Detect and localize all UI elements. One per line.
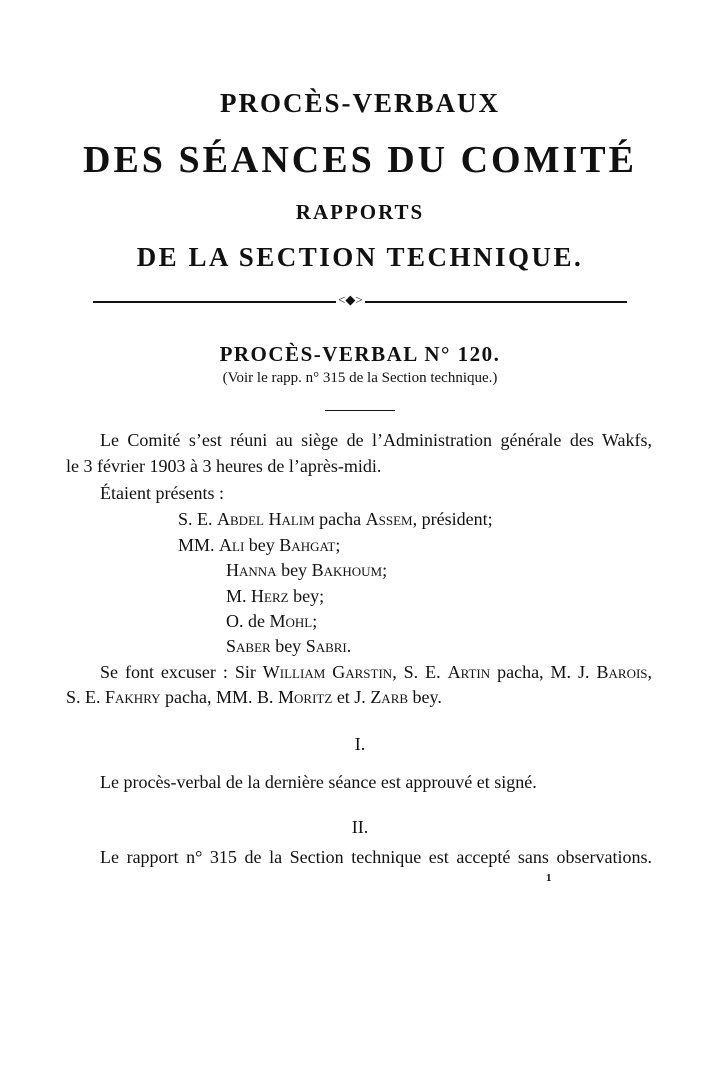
text-segment: Se font excuser : Sir [100,662,263,682]
person-name: Saber [226,636,271,656]
attendee-line [226,610,317,632]
text-segment: S. E. [66,687,106,707]
person-name: Artin [447,662,491,682]
text-segment: pacha, MM. B. [160,687,279,707]
text-segment: , président; [412,509,493,529]
attendee-line [226,559,387,581]
text-segment: ; [382,560,388,580]
text-segment: , S. E. [392,662,448,682]
text-segment: Étaient présents : [100,483,224,503]
person-name: Barois [596,662,648,682]
text-segment: O. de [226,611,270,631]
person-name: Ali [219,535,245,555]
paragraph-line [100,661,652,683]
text-segment: II. [351,817,369,837]
text-segment: I. [354,734,366,754]
person-name: Bakhoum [311,560,383,580]
title-seances-du-comite: DES SÉANCES DU COMITÉ [83,139,637,181]
text-segment: bey [270,636,306,656]
text-segment: bey. [408,687,442,707]
person-name: Sabri [305,636,347,656]
person-name: Assem [365,509,413,529]
paragraph-line [100,846,652,868]
ornament-icon: <◆> [338,292,363,307]
text-segment: M. [226,586,252,606]
text-segment: Le procès-verbal de la dernière séance est approuvé et signé. [100,772,537,792]
title-proces-verbaux: PROCÈS-VERBAUX [219,88,501,118]
text-segment: , [647,662,653,682]
text-segment: bey; [288,586,325,606]
text-segment: Le Comité s’est réuni au siège de l’Administration générale des Wakfs, [100,430,652,450]
attendee-line [226,585,324,607]
person-name: Moritz [278,687,333,707]
person-name: Hanna [226,560,277,580]
proces-verbal-title: PROCÈS-VERBAL N° 120. [219,342,501,366]
person-name: Herz [251,586,289,606]
text-segment: ; [312,611,318,631]
attendee-line [178,534,340,556]
title-section-technique: DE LA SECTION TECHNIQUE. [136,242,584,272]
text-segment: bey [244,535,280,555]
text-segment: et J. [332,687,371,707]
text-segment: bey [276,560,312,580]
attendee-line [226,635,351,657]
proces-verbal-reference: (Voir le rapp. n° 315 de la Section technique.) [222,370,498,386]
text-segment: le 3 février 1903 à 3 heures de l’après-midi. [66,456,382,476]
title-rapports: RAPPORTS [295,200,425,224]
short-divider [325,410,395,411]
text-segment: . [346,636,352,656]
person-name: Fakhry [105,687,161,707]
page-number: 1 [546,872,552,884]
section-number [0,816,720,838]
person-name: William Garstin [262,662,393,682]
section-number [0,733,720,755]
paragraph-line [100,482,224,504]
paragraph-line [66,686,442,708]
text-segment: MM. [178,535,220,555]
person-name: Zarb [370,687,409,707]
text-segment: S. E. [178,509,218,529]
person-name: Mohl [269,611,313,631]
text-segment: Le rapport n° 315 de la Section technique est accepté sans observations. [100,847,652,867]
text-segment: pacha, M. J. [490,662,597,682]
paragraph-line [66,455,381,477]
paragraph-line [100,429,652,451]
text-segment: ; [335,535,341,555]
person-name: Bahgat [279,535,336,555]
paragraph-line [100,771,537,793]
text-segment: pacha [314,509,366,529]
attendee-line [178,508,493,530]
person-name: Abdel Halim [217,509,315,529]
